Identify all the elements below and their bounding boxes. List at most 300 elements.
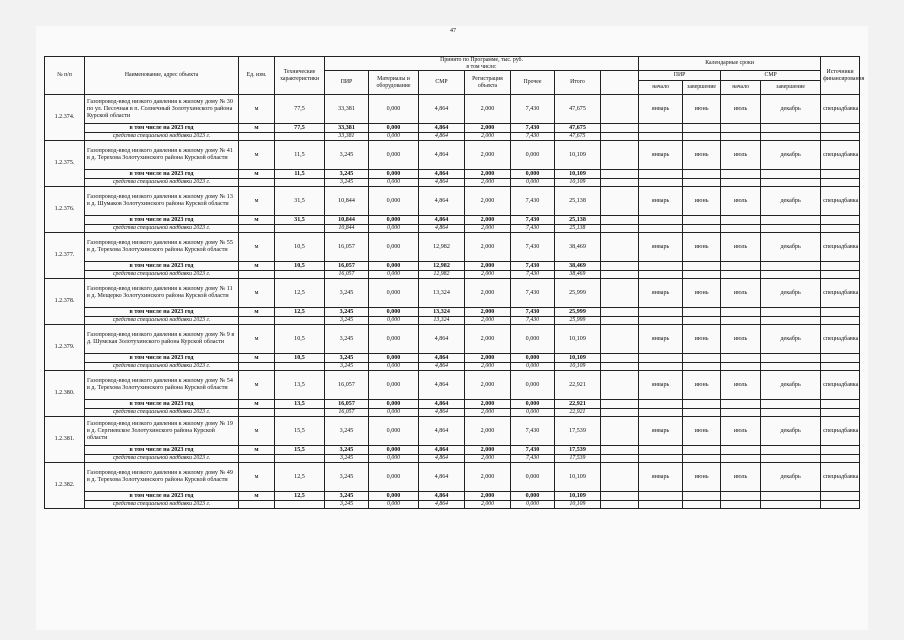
empty-cell: [601, 95, 639, 124]
subtotal-tech: 12,5: [275, 492, 325, 501]
empty-cell: [721, 124, 761, 133]
empty-cell: [761, 271, 821, 279]
empty-cell: [639, 271, 683, 279]
funding-materials: 0,000: [369, 455, 419, 463]
funding-row: [45, 409, 860, 417]
smr-cell: 4,864: [419, 325, 465, 354]
unit-cell: м: [239, 95, 275, 124]
other-cell: 7,430: [511, 279, 555, 308]
subtotal-label: в том числе на 2023 год: [85, 308, 239, 317]
subtotal-reg: 2,000: [465, 492, 511, 501]
funding-row: [45, 271, 860, 279]
other-cell: 7,430: [511, 233, 555, 262]
materials-cell: 0,000: [369, 371, 419, 400]
empty-cell: [761, 317, 821, 325]
empty-cell: [683, 409, 721, 417]
header-empty: [601, 71, 639, 95]
subtotal-row: [45, 124, 860, 133]
empty-cell: [821, 492, 860, 501]
subtotal-total: 10,109: [555, 170, 601, 179]
empty-cell: [721, 179, 761, 187]
funding-total: 38,469: [555, 271, 601, 279]
funding-smr: 12,982: [419, 271, 465, 279]
empty-cell: [761, 446, 821, 455]
subtotal-other: 7,430: [511, 308, 555, 317]
subtotal-total: 47,675: [555, 124, 601, 133]
funding-other: 7,430: [511, 133, 555, 141]
row-number: 1.2.379.: [45, 325, 85, 371]
tech-cell: 11,5: [275, 141, 325, 170]
empty-cell: [639, 225, 683, 233]
empty-cell: [721, 308, 761, 317]
empty-cell: [639, 308, 683, 317]
subtotal-reg: 2,000: [465, 308, 511, 317]
smr-start-cell: июль: [721, 95, 761, 124]
table-row: [45, 417, 860, 446]
funding-total: 25,138: [555, 225, 601, 233]
funding-materials: 0,000: [369, 133, 419, 141]
funding-row: [45, 225, 860, 233]
empty-cell: [761, 308, 821, 317]
header-smr-end: завершение: [761, 81, 821, 95]
pir-start-cell: январь: [639, 463, 683, 492]
empty-cell: [683, 363, 721, 371]
empty-cell: [721, 400, 761, 409]
subtotal-row: [45, 170, 860, 179]
header-calendar: Календарные сроки: [639, 57, 821, 71]
subtotal-smr: 4,864: [419, 124, 465, 133]
empty-cell: [601, 262, 639, 271]
table-row: [45, 325, 860, 354]
subtotal-unit: м: [239, 446, 275, 455]
unit-cell: м: [239, 417, 275, 446]
funding-label: средства специальной надбавки 2023 г.: [85, 179, 239, 187]
table-row: [45, 371, 860, 400]
pir-end-cell: июнь: [683, 325, 721, 354]
funding-label: средства специальной надбавки 2023 г.: [85, 455, 239, 463]
subtotal-tech: 15,5: [275, 446, 325, 455]
smr-cell: 4,864: [419, 141, 465, 170]
header-total: Итого: [555, 71, 601, 95]
row-number: 1.2.382.: [45, 463, 85, 509]
funding-smr: 4,864: [419, 501, 465, 509]
header-program-label: Принято по Программе, тыс. руб.: [440, 57, 523, 63]
pir-start-cell: январь: [639, 417, 683, 446]
empty-cell: [275, 225, 325, 233]
reg-cell: 2,000: [465, 279, 511, 308]
empty-cell: [761, 216, 821, 225]
subtotal-other: 7,430: [511, 216, 555, 225]
row-number: 1.2.375.: [45, 141, 85, 187]
subtotal-materials: 0,000: [369, 492, 419, 501]
subtotal-label: в том числе на 2023 год: [85, 446, 239, 455]
unit-cell: м: [239, 141, 275, 170]
empty-cell: [275, 133, 325, 141]
funding-pir: 3,245: [325, 363, 369, 371]
subtotal-total: 10,109: [555, 492, 601, 501]
materials-cell: 0,000: [369, 279, 419, 308]
smr-cell: 4,864: [419, 417, 465, 446]
empty-cell: [639, 446, 683, 455]
empty-cell: [639, 363, 683, 371]
empty-cell: [239, 501, 275, 509]
funding-total: 10,109: [555, 363, 601, 371]
funding-reg: 2,000: [465, 363, 511, 371]
subtotal-pir: 3,245: [325, 308, 369, 317]
empty-cell: [683, 446, 721, 455]
funding-smr: 4,864: [419, 409, 465, 417]
subtotal-total: 25,999: [555, 308, 601, 317]
subtotal-row: [45, 216, 860, 225]
empty-cell: [683, 271, 721, 279]
other-cell: 7,430: [511, 417, 555, 446]
empty-cell: [721, 133, 761, 141]
unit-cell: м: [239, 233, 275, 262]
pir-cell: 33,381: [325, 95, 369, 124]
subtotal-materials: 0,000: [369, 308, 419, 317]
table-row: [45, 463, 860, 492]
smr-end-cell: декабрь: [761, 187, 821, 216]
empty-cell: [275, 317, 325, 325]
smr-end-cell: декабрь: [761, 371, 821, 400]
subtotal-label: в том числе на 2023 год: [85, 124, 239, 133]
pir-end-cell: июнь: [683, 279, 721, 308]
subtotal-materials: 0,000: [369, 262, 419, 271]
empty-cell: [601, 492, 639, 501]
tech-cell: 77,5: [275, 95, 325, 124]
empty-cell: [239, 317, 275, 325]
materials-cell: 0,000: [369, 463, 419, 492]
empty-cell: [761, 455, 821, 463]
reg-cell: 2,000: [465, 325, 511, 354]
empty-cell: [761, 225, 821, 233]
smr-end-cell: декабрь: [761, 95, 821, 124]
pir-start-cell: январь: [639, 233, 683, 262]
header-name: Наименование, адрес объекта: [85, 57, 239, 95]
empty-cell: [683, 317, 721, 325]
empty-cell: [761, 492, 821, 501]
subtotal-pir: 3,245: [325, 492, 369, 501]
header-cal-smr: СМР: [721, 71, 821, 81]
total-cell: 22,921: [555, 371, 601, 400]
header-unit: Ед. изм.: [239, 57, 275, 95]
page-number: 47: [450, 28, 456, 34]
subtotal-reg: 2,000: [465, 446, 511, 455]
empty-cell: [601, 371, 639, 400]
pir-cell: 3,245: [325, 141, 369, 170]
other-cell: 0,000: [511, 371, 555, 400]
pir-end-cell: июнь: [683, 187, 721, 216]
empty-cell: [601, 170, 639, 179]
subtotal-label: в том числе на 2023 год: [85, 492, 239, 501]
subtotal-row: [45, 308, 860, 317]
materials-cell: 0,000: [369, 141, 419, 170]
empty-cell: [601, 455, 639, 463]
empty-cell: [721, 409, 761, 417]
empty-cell: [601, 271, 639, 279]
empty-cell: [821, 363, 860, 371]
empty-cell: [761, 133, 821, 141]
row-number: 1.2.376.: [45, 187, 85, 233]
header-pir-end: завершение: [683, 81, 721, 95]
subtotal-smr: 4,864: [419, 354, 465, 363]
unit-cell: м: [239, 325, 275, 354]
empty-cell: [821, 400, 860, 409]
funding-total: 17,539: [555, 455, 601, 463]
empty-cell: [683, 124, 721, 133]
subtotal-pir: 3,245: [325, 170, 369, 179]
funding-smr: 4,864: [419, 133, 465, 141]
subtotal-reg: 2,000: [465, 400, 511, 409]
funding-row: [45, 133, 860, 141]
empty-cell: [721, 271, 761, 279]
object-name: Газопровод-ввод низкого давления к жилому дому № 19 в д. Сергиевское Золотухинского района Курской области: [85, 417, 239, 446]
subtotal-reg: 2,000: [465, 354, 511, 363]
table-row: [45, 95, 860, 124]
row-number: 1.2.380.: [45, 371, 85, 417]
table-row: [45, 279, 860, 308]
empty-cell: [683, 170, 721, 179]
subtotal-smr: 13,324: [419, 308, 465, 317]
object-name: Газопровод-ввод низкого давления к жилому дому № 11 в д. Мещерко Золотухинского района Курской области: [85, 279, 239, 308]
subtotal-reg: 2,000: [465, 262, 511, 271]
empty-cell: [601, 187, 639, 216]
empty-cell: [601, 317, 639, 325]
object-name: Газопровод-ввод низкого давления к жилому дому № 41 в д. Терехова Золотухинского района Курской области: [85, 141, 239, 170]
smr-start-cell: июль: [721, 141, 761, 170]
empty-cell: [683, 179, 721, 187]
empty-cell: [761, 363, 821, 371]
subtotal-pir: 16,057: [325, 262, 369, 271]
subtotal-total: 38,469: [555, 262, 601, 271]
funding-reg: 2,000: [465, 179, 511, 187]
unit-cell: м: [239, 463, 275, 492]
empty-cell: [721, 170, 761, 179]
object-name: Газопровод-ввод низкого давления к жилому дому № 13 в д. Шумаков Золотухинского района Курской области: [85, 187, 239, 216]
empty-cell: [683, 216, 721, 225]
funding-other: 7,430: [511, 317, 555, 325]
empty-cell: [821, 179, 860, 187]
funding-row: [45, 179, 860, 187]
empty-cell: [601, 417, 639, 446]
funding-reg: 2,000: [465, 317, 511, 325]
funding-smr: 4,864: [419, 455, 465, 463]
funding-source-cell: спецнадбавка: [821, 141, 860, 170]
funding-reg: 2,000: [465, 271, 511, 279]
funding-label: средства специальной надбавки 2023 г.: [85, 363, 239, 371]
empty-cell: [239, 363, 275, 371]
subtotal-smr: 4,864: [419, 170, 465, 179]
empty-cell: [683, 492, 721, 501]
subtotal-smr: 12,982: [419, 262, 465, 271]
pir-end-cell: июнь: [683, 141, 721, 170]
subtotal-smr: 4,864: [419, 216, 465, 225]
empty-cell: [601, 363, 639, 371]
subtotal-materials: 0,000: [369, 124, 419, 133]
object-name: Газопровод-ввод низкого давления к жилому дому № 30 по ул. Песочная в п. Солнечный Золотухинского района Курской области: [85, 95, 239, 124]
empty-cell: [275, 501, 325, 509]
pir-cell: 16,057: [325, 371, 369, 400]
subtotal-tech: 10,5: [275, 262, 325, 271]
empty-cell: [239, 225, 275, 233]
header-including-label: в том числе:: [466, 63, 497, 70]
subtotal-tech: 13,5: [275, 400, 325, 409]
subtotal-other: 0,000: [511, 400, 555, 409]
empty-cell: [683, 400, 721, 409]
empty-cell: [639, 400, 683, 409]
funding-label: средства специальной надбавки 2023 г.: [85, 133, 239, 141]
subtotal-pir: 3,245: [325, 446, 369, 455]
reg-cell: 2,000: [465, 417, 511, 446]
smr-start-cell: июль: [721, 417, 761, 446]
funding-smr: 4,864: [419, 179, 465, 187]
empty-cell: [761, 170, 821, 179]
total-cell: 25,138: [555, 187, 601, 216]
subtotal-other: 7,430: [511, 124, 555, 133]
empty-cell: [601, 133, 639, 141]
subtotal-tech: 77,5: [275, 124, 325, 133]
funding-row: [45, 363, 860, 371]
subtotal-reg: 2,000: [465, 124, 511, 133]
table-body: [45, 95, 860, 509]
subtotal-smr: 4,864: [419, 400, 465, 409]
object-name: Газопровод-ввод низкого давления к жилому дому № 9 в д. Шумская Золотухинского района Курской области: [85, 325, 239, 354]
empty-cell: [721, 492, 761, 501]
pir-start-cell: январь: [639, 279, 683, 308]
subtotal-unit: м: [239, 492, 275, 501]
object-name: Газопровод-ввод низкого давления к жилому дому № 55 в д. Терехова Золотухинского района Курской области: [85, 233, 239, 262]
subtotal-other: 7,430: [511, 446, 555, 455]
smr-cell: 12,982: [419, 233, 465, 262]
empty-cell: [821, 317, 860, 325]
subtotal-total: 25,138: [555, 216, 601, 225]
subtotal-total: 17,539: [555, 446, 601, 455]
header-funding: Источники финансирования: [821, 57, 860, 95]
empty-cell: [601, 141, 639, 170]
tech-cell: 12,5: [275, 463, 325, 492]
empty-cell: [275, 363, 325, 371]
empty-cell: [721, 501, 761, 509]
funding-label: средства специальной надбавки 2023 г.: [85, 271, 239, 279]
empty-cell: [239, 179, 275, 187]
funding-pir: 33,381: [325, 133, 369, 141]
unit-cell: м: [239, 279, 275, 308]
subtotal-smr: 4,864: [419, 492, 465, 501]
funding-source-cell: спецнадбавка: [821, 371, 860, 400]
funding-source-cell: спецнадбавка: [821, 463, 860, 492]
subtotal-label: в том числе на 2023 год: [85, 216, 239, 225]
smr-start-cell: июль: [721, 187, 761, 216]
unit-cell: м: [239, 187, 275, 216]
row-number: 1.2.381.: [45, 417, 85, 463]
empty-cell: [601, 279, 639, 308]
empty-cell: [821, 308, 860, 317]
empty-cell: [639, 455, 683, 463]
subtotal-other: 0,000: [511, 170, 555, 179]
pir-end-cell: июнь: [683, 463, 721, 492]
empty-cell: [601, 124, 639, 133]
smr-start-cell: июль: [721, 233, 761, 262]
empty-cell: [639, 354, 683, 363]
empty-cell: [821, 455, 860, 463]
subtotal-label: в том числе на 2023 год: [85, 262, 239, 271]
materials-cell: 0,000: [369, 325, 419, 354]
subtotal-row: [45, 354, 860, 363]
empty-cell: [601, 354, 639, 363]
object-name: Газопровод-ввод низкого давления к жилому дому № 49 в д. Терехова Золотухинского района Курской области: [85, 463, 239, 492]
empty-cell: [761, 501, 821, 509]
funding-source-cell: спецнадбавка: [821, 187, 860, 216]
row-number: 1.2.378.: [45, 279, 85, 325]
empty-cell: [639, 133, 683, 141]
subtotal-row: [45, 492, 860, 501]
reg-cell: 2,000: [465, 141, 511, 170]
funding-row: [45, 501, 860, 509]
funding-reg: 2,000: [465, 133, 511, 141]
empty-cell: [683, 354, 721, 363]
subtotal-label: в том числе на 2023 год: [85, 400, 239, 409]
empty-cell: [721, 446, 761, 455]
empty-cell: [821, 216, 860, 225]
header-other: Прочее: [511, 71, 555, 95]
subtotal-pir: 3,245: [325, 354, 369, 363]
program-table: [44, 56, 865, 509]
empty-cell: [821, 262, 860, 271]
funding-reg: 2,000: [465, 501, 511, 509]
pir-start-cell: январь: [639, 95, 683, 124]
reg-cell: 2,000: [465, 463, 511, 492]
total-cell: 25,999: [555, 279, 601, 308]
empty-cell: [683, 501, 721, 509]
subtotal-other: 0,000: [511, 354, 555, 363]
smr-end-cell: декабрь: [761, 233, 821, 262]
empty-cell: [821, 409, 860, 417]
subtotal-row: [45, 262, 860, 271]
funding-materials: 0,000: [369, 363, 419, 371]
header-smr-start: начало: [721, 81, 761, 95]
pir-start-cell: январь: [639, 371, 683, 400]
funding-label: средства специальной надбавки 2023 г.: [85, 317, 239, 325]
subtotal-label: в том числе на 2023 год: [85, 170, 239, 179]
smr-end-cell: декабрь: [761, 417, 821, 446]
header-registration: Регистрация объекта: [465, 71, 511, 95]
empty-cell: [639, 492, 683, 501]
empty-cell: [601, 400, 639, 409]
total-cell: 47,675: [555, 95, 601, 124]
funding-source-cell: спецнадбавка: [821, 233, 860, 262]
empty-cell: [601, 409, 639, 417]
header-tech: Технические характеристики: [275, 57, 325, 95]
materials-cell: 0,000: [369, 95, 419, 124]
tech-cell: 10,5: [275, 325, 325, 354]
other-cell: 0,000: [511, 141, 555, 170]
funding-total: 10,109: [555, 179, 601, 187]
empty-cell: [275, 179, 325, 187]
other-cell: 0,000: [511, 325, 555, 354]
empty-cell: [761, 262, 821, 271]
subtotal-materials: 0,000: [369, 446, 419, 455]
funding-smr: 13,324: [419, 317, 465, 325]
smr-start-cell: июль: [721, 463, 761, 492]
empty-cell: [601, 225, 639, 233]
funding-materials: 0,000: [369, 409, 419, 417]
subtotal-unit: м: [239, 124, 275, 133]
funding-other: 0,000: [511, 501, 555, 509]
pir-cell: 3,245: [325, 325, 369, 354]
funding-row: [45, 455, 860, 463]
empty-cell: [821, 446, 860, 455]
empty-cell: [721, 354, 761, 363]
